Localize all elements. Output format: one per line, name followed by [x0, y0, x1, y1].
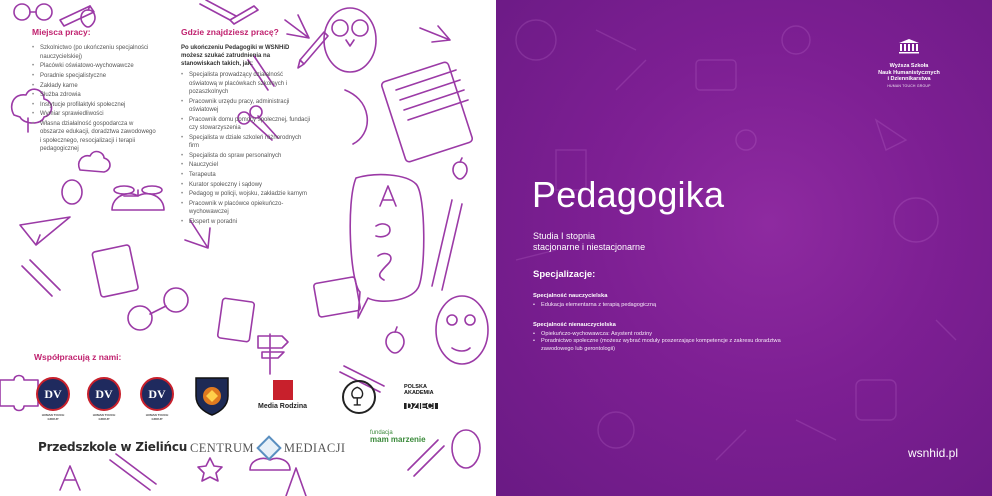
- specialization-heading: Specjalność nienauczycielska: [533, 322, 616, 328]
- list-item: • Szkolnictwo (po ukończeniu specjalności nauczycielskiej): [32, 44, 156, 61]
- partner-logo-dv-2: [87, 377, 121, 421]
- crayon-doodle: [22, 260, 60, 296]
- apple-doodle-3: [386, 327, 404, 353]
- logo-caption: HUMAN TOUCH GROUP: [145, 413, 169, 421]
- dv-logo-mark: DV: [87, 377, 121, 411]
- paper-plane-doodle: [20, 217, 70, 245]
- fundacja-line-2: mam marzenie: [370, 434, 426, 444]
- list-item: • Służba zdrowia: [32, 91, 156, 99]
- partner-logo-media-rodzina: [258, 380, 307, 410]
- list-item: • Własna działalność gospodarcza w obszarze edukacji, doradztwa zawodowego i społecznego, resocjalizacji i terapii pedagogicznej: [32, 120, 156, 154]
- university-building-icon: [898, 38, 920, 54]
- partner-logo-przedszkole: [38, 440, 187, 454]
- pad-line-2: AKADEMIA: [404, 390, 434, 396]
- specialization-teaching: [533, 293, 813, 309]
- job-positions-heading: Gdzie znajdziesz pracę?: [181, 27, 279, 37]
- list-item: • Specjalista prowadzący działalność oświatową w placówkach szkolnych i pozaszkolnych: [181, 71, 311, 96]
- partner-logo-shield: [194, 376, 230, 421]
- list-item: • Pracownik w placówce opiekuńczo-wychowawczej: [181, 200, 311, 217]
- list-item: • Instytucje profilaktyki społecznej: [32, 101, 156, 109]
- dv-logo-mark: DV: [36, 377, 70, 411]
- tree-icon: [344, 382, 374, 412]
- list-item: • Kurator społeczny i sądowy: [181, 181, 311, 189]
- list-item: • Zakłady karne: [32, 82, 156, 90]
- notebook-doodle: [381, 61, 474, 163]
- brand-line-1: Wyższa Szkoła: [889, 63, 929, 69]
- ruler-doodle-3: [110, 454, 156, 490]
- job-positions-column: [181, 28, 311, 227]
- specialization-heading: Specjalność nauczycielska: [533, 293, 608, 299]
- signpost-doodle: [258, 334, 288, 374]
- apple-doodle-2: [453, 158, 467, 179]
- przedszkole-label: Przedszkole w Zielińcu: [38, 440, 188, 454]
- list-item: • Placówki oświatowo-wychowawcze: [32, 62, 156, 70]
- ruler-doodle: [200, 0, 236, 20]
- notebook-doodle-2: [217, 298, 254, 342]
- partner-logo-fundacja-mam-marzenie: [370, 430, 426, 444]
- list-item: • Terapeuta: [181, 171, 311, 179]
- university-brand: [864, 38, 954, 88]
- partner-logo-centrum-mediacji: [190, 439, 345, 457]
- media-rodzina-label: Media Rodzina: [258, 403, 308, 410]
- owl-doodle-2: [452, 430, 480, 468]
- shield-emblem-icon: [194, 376, 230, 416]
- study-format: stacjonarne i niestacjonarne: [533, 242, 646, 252]
- arrow-doodle-2: [420, 26, 450, 42]
- partner-logo-polska-akademia-dzieci: [404, 384, 438, 414]
- partners-heading: Współpracują z nami:: [34, 352, 122, 362]
- website-url: wsnhid.pl: [907, 446, 958, 460]
- owl-doodle: [324, 8, 376, 72]
- tablet-doodle: [92, 245, 139, 298]
- propeller-hat-doodle: [112, 186, 164, 210]
- study-level: Studia I stopnia: [533, 231, 596, 241]
- job-positions-intro: Po ukończeniu Pedagogiki w WSNHiD możesz szukać zatrudnienia na stanowiskach takich, jak:: [181, 45, 290, 68]
- puzzle-doodle: [0, 376, 38, 411]
- specialization-list: [533, 302, 813, 310]
- list-item: • Pracownik urzędu pracy, administracji oświatowej: [181, 98, 311, 115]
- teacher-face-doodle: [436, 296, 488, 364]
- mediacji-label: MEDIACJI: [283, 440, 346, 455]
- dv-logo-mark: DV: [140, 377, 174, 411]
- society-emblem-icon: [342, 380, 376, 414]
- workplaces-column: [32, 28, 156, 155]
- list-item: • Pedagog w policji, wojsku, zakładzie karnym: [181, 190, 311, 198]
- workplaces-heading: Miejsca pracy:: [32, 27, 91, 37]
- brand-group: HUMAN TOUCH GROUP: [887, 83, 931, 88]
- letter-a-doodle-2: [286, 468, 306, 496]
- list-item: • Pracownik domu pomocy społecznej, fundacji czy stowarzyszenia: [181, 116, 311, 133]
- specialization-list: [533, 331, 813, 354]
- specialization-non-teaching: [533, 322, 813, 353]
- propeller-hat-doodle-2: [250, 458, 290, 470]
- specializations-heading: Specjalizacje:: [533, 269, 596, 280]
- centrum-label: CENTRUM: [190, 440, 254, 455]
- list-item: • Edukacja elementarna z terapią pedagogiczną: [533, 302, 813, 310]
- logo-caption: HUMAN TOUCH GROUP: [41, 413, 65, 421]
- bird-doodle: [62, 180, 82, 204]
- abc-speech-bubble-doodle: [350, 175, 424, 318]
- ruler-doodle-2: [432, 200, 462, 290]
- fundacja-line-1: fundacja: [370, 430, 393, 436]
- logo-caption: HUMAN TOUCH GROUP: [92, 413, 116, 421]
- notebook-doodle-3: [313, 277, 360, 318]
- job-positions-list: [181, 71, 311, 226]
- list-item: • Specjalista w dziale szkoleń różnorodnych firm: [181, 134, 311, 151]
- right-page: [496, 0, 992, 496]
- star-doodle: [198, 458, 222, 481]
- list-item: • Nauczyciel: [181, 161, 311, 169]
- list-item: • Ekspert w poradni: [181, 218, 311, 226]
- glasses-doodle-2: [128, 288, 188, 330]
- list-item: • Wymiar sprawiedliwości: [32, 110, 156, 118]
- study-mode: [533, 231, 645, 253]
- media-rodzina-emblem-icon: [273, 380, 293, 400]
- partner-logo-dv-3: [140, 377, 174, 421]
- pad-line-1: POLSKA: [404, 384, 427, 390]
- pad-line-3: DZIECI: [406, 401, 436, 411]
- list-item: • Specjalista do spraw personalnych: [181, 152, 311, 160]
- page-title: Pedagogika: [532, 174, 725, 215]
- partner-logo-polskie-towarzystwo: [342, 380, 376, 414]
- workplaces-list: [32, 44, 156, 153]
- glasses-doodle: [14, 4, 52, 20]
- list-item: • Poradnie specjalistyczne: [32, 72, 156, 80]
- hand-doodle: [345, 90, 367, 144]
- brand-line-2: Nauk Humanistycznych: [878, 69, 940, 76]
- partner-logo-dv-1: [36, 377, 70, 421]
- list-item: • Poradnictwo społeczne (możesz wybrać moduły poszerzające kompetencje z zakresu doradztwa zawodowego lub gerontologii): [533, 338, 813, 353]
- pencil-doodle-4: [408, 440, 444, 476]
- letter-a-doodle: [60, 466, 80, 490]
- brand-line-3: i Dziennikarstwa: [887, 76, 931, 82]
- list-item: • Opiekuńczo-wychowawcza: Asystent rodziny: [533, 331, 813, 339]
- mediation-diamond-icon: [256, 435, 281, 460]
